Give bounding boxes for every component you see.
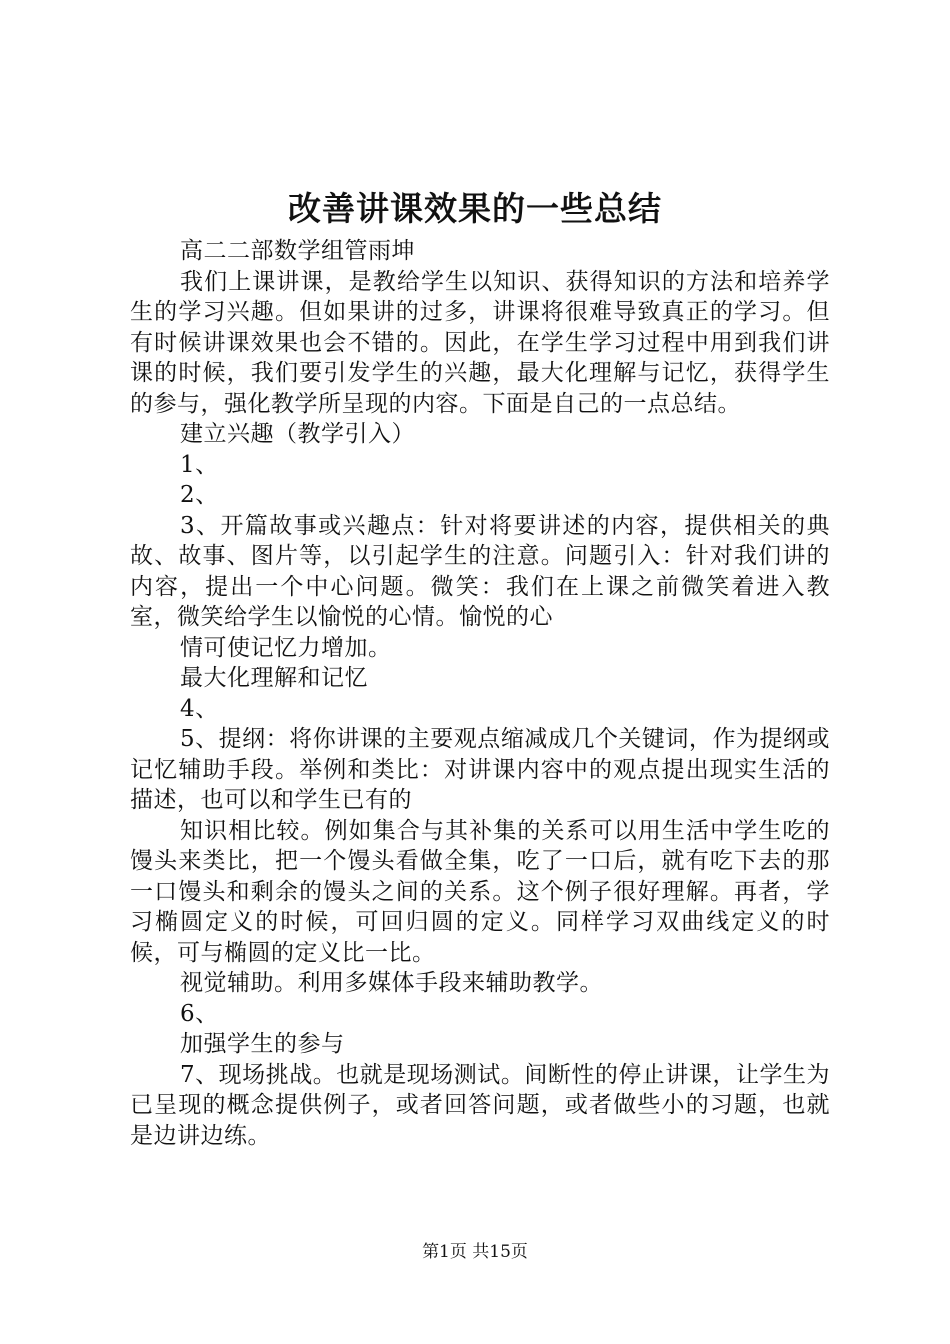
- paragraph-continuation: 情可使记忆力增加。: [180, 634, 392, 661]
- list-item-5: 5、提纲：将你讲课的主要观点缩减成几个关键词，作为提纲或记忆辅助手段。举例和类比：对讲课内容中的观点提出现实生活的描述，也可以和学生已有的: [130, 726, 830, 813]
- paragraph-continuation: 知识相比较。例如集合与其补集的关系可以用生活中学生吃的馒头来类比，把一个馒头看做全集，吃了一口后，就有吃下去的那一口馒头和剩余的馒头之间的关系。这个例子很好理解。再者，学习椭圆定义的时候，可回归圆的定义。同样学习双曲线定义的时候，可与椭圆的定义比一比。: [130, 817, 830, 966]
- list-item-4: 4、: [180, 695, 219, 722]
- list-item-3: 3、开篇故事或兴趣点：针对将要讲述的内容，提供相关的典故、故事、图片等，以引起学生的注意。问题引入：针对我们讲的内容，提出一个中心问题。微笑：我们在上课之前微笑着进入教室，微笑给学生以愉悦的心情。愉悦的心: [130, 512, 830, 630]
- section-heading-interest: 建立兴趣（教学引入）: [180, 421, 415, 447]
- author-line: 高二二部数学组管雨坤: [180, 238, 415, 264]
- section-heading-memory: 最大化理解和记忆: [180, 665, 368, 691]
- list-item-6: 6、: [180, 1000, 219, 1027]
- intro-paragraph: 我们上课讲课，是教给学生以知识、获得知识的方法和培养学生的学习兴趣。但如果讲的过多，讲课将很难导致真正的学习。但有时候讲课效果也会不错的。因此，在学生学习过程中用到我们讲课的时候，我们要引发学生的兴趣，最大化理解与记忆，获得学生的参与，强化教学所呈现的内容。下面是自己的一点总结。: [130, 268, 830, 417]
- list-item-7: 7、现场挑战。也就是现场测试。间断性的停止讲课，让学生为已呈现的概念提供例子，或者回答问题，或者做些小的习题，也就是边讲边练。: [130, 1061, 830, 1149]
- list-item-1: 1、: [180, 451, 219, 478]
- document-body: [130, 236, 830, 1151]
- section-heading-participation: 加强学生的参与: [180, 1031, 345, 1057]
- page-number-footer: 第1页 共15页: [422, 1242, 528, 1262]
- list-item-2: 2、: [180, 482, 219, 508]
- document-title: 改善讲课效果的一些总结: [288, 189, 662, 228]
- visual-aid-paragraph: 视觉辅助。利用多媒体手段来辅助教学。: [180, 970, 603, 996]
